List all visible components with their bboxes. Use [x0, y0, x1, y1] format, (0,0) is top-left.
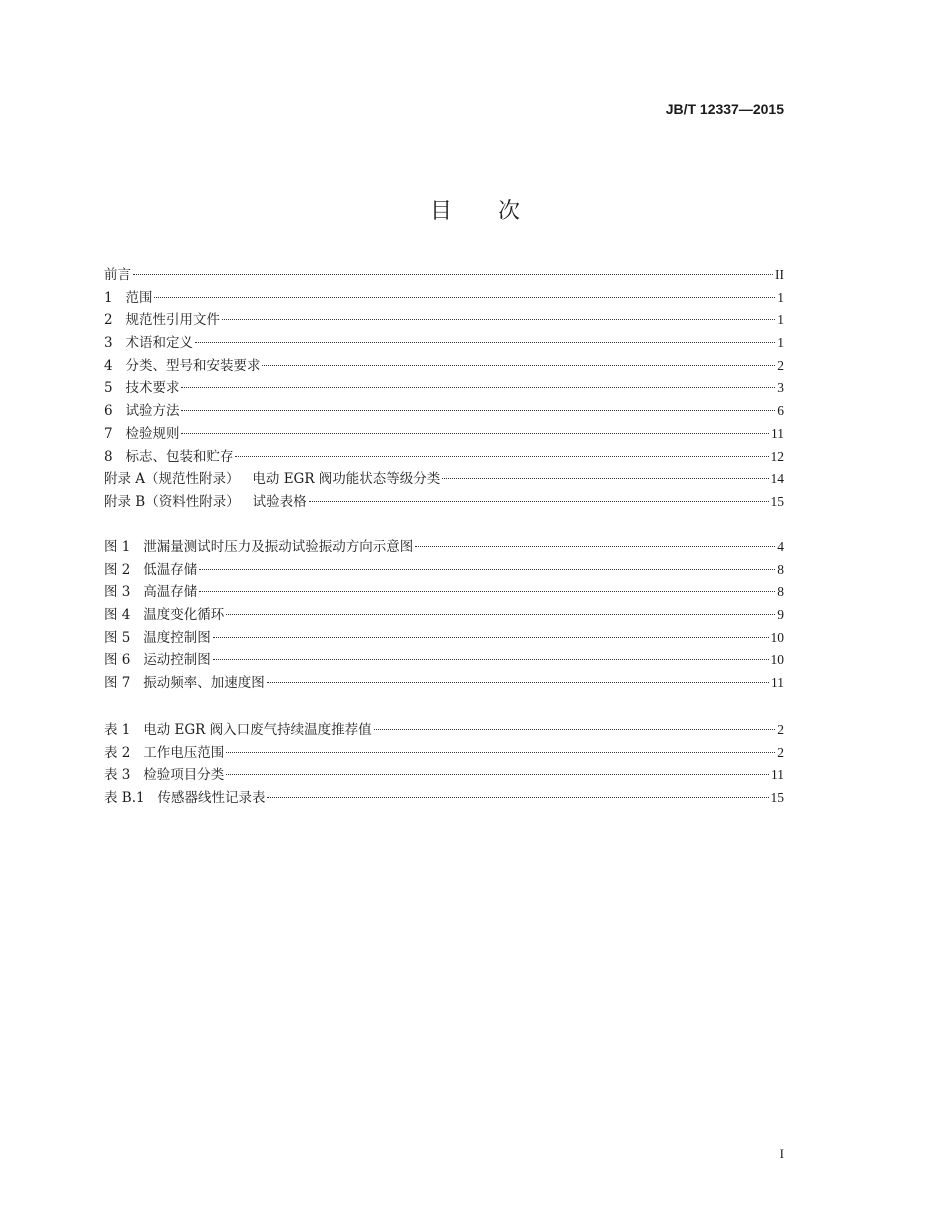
toc-entry[interactable] — [104, 377, 784, 400]
toc-entry-label: 4 分类、型号和安装要求 — [104, 357, 261, 374]
dot-leader — [195, 342, 775, 343]
toc-entry-page: 1 — [777, 335, 784, 351]
toc-entry[interactable] — [104, 400, 784, 423]
dot-leader — [226, 774, 769, 775]
toc-entry-label: 1 范围 — [104, 289, 153, 306]
toc-entry[interactable] — [104, 423, 784, 446]
toc-entry-page: II — [775, 267, 784, 282]
toc-entry-page: 3 — [777, 380, 784, 396]
dot-leader — [262, 365, 775, 366]
toc-entry-page: 10 — [770, 652, 784, 668]
dot-leader — [181, 410, 775, 411]
toc-entry[interactable] — [104, 468, 784, 491]
toc-entry[interactable] — [104, 581, 784, 604]
standard-code: JB/T 12337—2015 — [665, 101, 784, 117]
dot-leader — [213, 637, 769, 638]
toc-entry[interactable] — [104, 446, 784, 469]
toc-entry-label: 2 规范性引用文件 — [104, 312, 220, 329]
toc-entry[interactable] — [104, 309, 784, 332]
dot-leader — [267, 682, 769, 683]
dot-leader — [222, 319, 775, 320]
toc-entry-label: 附录 A（规范性附录） 电动 EGR 阀功能状态等级分类 — [104, 471, 441, 488]
dot-leader — [374, 729, 776, 730]
dot-leader — [442, 478, 768, 479]
toc-entry[interactable] — [104, 287, 784, 310]
toc-entry-page: 9 — [777, 607, 784, 623]
toc-entry-page: 15 — [770, 790, 784, 806]
toc-entry-label: 图 1 泄漏量测试时压力及振动试验振动方向示意图 — [104, 539, 414, 555]
toc-entry-page: 8 — [777, 584, 784, 600]
toc-entry-label: 图 7 振动频率、加速度图 — [104, 675, 265, 692]
toc-entry[interactable] — [104, 649, 784, 672]
toc-entry-label: 7 检验规则 — [104, 425, 180, 442]
toc-entry-label: 图 6 运动控制图 — [104, 652, 211, 669]
dot-leader — [226, 614, 775, 615]
toc-entry[interactable] — [104, 491, 784, 514]
toc-entry[interactable] — [104, 332, 784, 355]
toc-main-list — [104, 264, 784, 514]
toc-entry[interactable] — [104, 627, 784, 650]
toc-entry-page: 11 — [771, 425, 784, 441]
toc-entry-label: 5 技术要求 — [104, 380, 180, 397]
dot-leader — [181, 433, 769, 434]
toc-entry-page: 1 — [777, 312, 784, 328]
toc-entry[interactable] — [104, 264, 784, 287]
page-title: 目次 — [429, 199, 566, 224]
toc-entry-label: 前言 — [104, 267, 131, 283]
toc-entry-label: 表 1 电动 EGR 阀入口废气持续温度推荐值 — [104, 722, 372, 738]
toc-entry-label: 表 3 检验项目分类 — [104, 767, 225, 784]
toc-entry-page: 2 — [777, 744, 784, 760]
toc-entry-label: 8 标志、包装和贮存 — [104, 448, 234, 465]
toc-entry[interactable] — [104, 672, 784, 695]
toc-entry[interactable] — [104, 742, 784, 765]
toc-entry-page: 2 — [777, 357, 784, 373]
dot-leader — [235, 456, 768, 457]
toc-entry-page: 6 — [777, 403, 784, 419]
toc-entry-page: 14 — [770, 471, 784, 487]
dot-leader — [213, 659, 769, 660]
toc-entry[interactable] — [104, 604, 784, 627]
toc-entry-label: 表 2 工作电压范围 — [104, 744, 225, 761]
page-number: I — [779, 1146, 784, 1161]
dot-leader — [154, 297, 775, 298]
toc-entry-page: 10 — [770, 629, 784, 645]
toc-entry-label: 图 4 温度变化循环 — [104, 607, 225, 624]
toc-entry-page: 11 — [771, 767, 784, 783]
toc-entry-label: 图 5 温度控制图 — [104, 629, 211, 646]
toc-entry-label: 图 3 高温存储 — [104, 584, 198, 601]
toc-entry-page: 8 — [777, 561, 784, 577]
toc-entry[interactable] — [104, 764, 784, 787]
dot-leader — [199, 569, 775, 570]
toc-entry-page: 15 — [770, 493, 784, 509]
toc-entry[interactable] — [104, 559, 784, 582]
toc-figures-list — [104, 536, 784, 695]
toc-entry[interactable] — [104, 787, 784, 810]
toc-entry-page: 1 — [777, 289, 784, 305]
dot-leader — [309, 501, 769, 502]
dot-leader — [226, 752, 775, 753]
toc-entry-label: 3 术语和定义 — [104, 335, 193, 352]
toc-entry-label: 图 2 低温存储 — [104, 561, 198, 578]
toc-entry-label: 6 试验方法 — [104, 403, 180, 420]
dot-leader — [267, 797, 768, 798]
toc-entry[interactable] — [104, 719, 784, 742]
toc-entry-page: 11 — [771, 675, 784, 691]
toc-entry-page: 4 — [777, 539, 784, 554]
toc-tables-list — [104, 719, 784, 810]
toc-entry-page: 2 — [777, 722, 784, 737]
toc-entry-page: 12 — [770, 448, 784, 464]
toc-entry[interactable] — [104, 536, 784, 559]
dot-leader — [181, 387, 775, 388]
dot-leader — [415, 546, 775, 547]
dot-leader — [133, 274, 773, 275]
toc-entry-label: 表 B.1 传感器线性记录表 — [104, 790, 266, 807]
toc-entry-label: 附录 B（资料性附录） 试验表格 — [104, 493, 307, 510]
dot-leader — [199, 591, 775, 592]
toc-entry[interactable] — [104, 355, 784, 378]
